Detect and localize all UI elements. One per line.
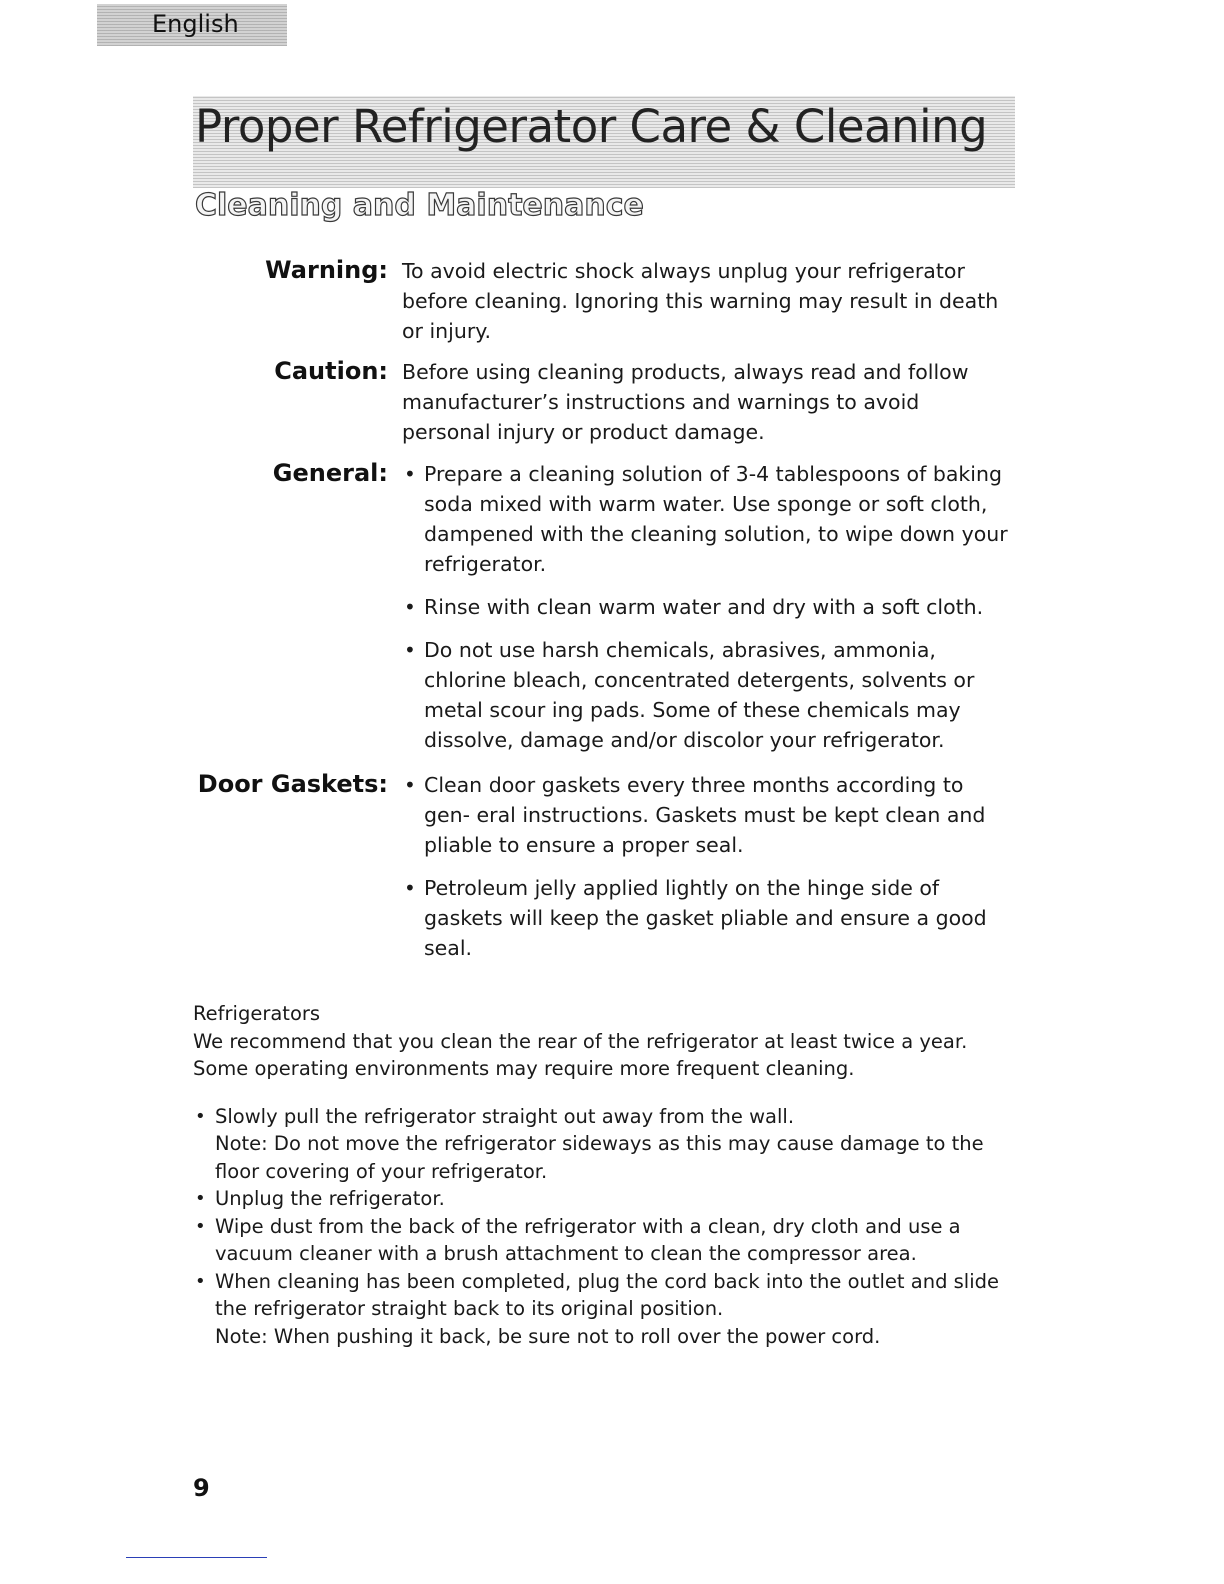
bullet-icon: • xyxy=(404,638,416,662)
refrigerators-intro-line-2: Some operating environments may require more frequent cleaning. xyxy=(193,1057,855,1080)
list-item xyxy=(402,635,1014,755)
warning-label: Warning: xyxy=(265,256,388,284)
step-text: Unplug the refrigerator. xyxy=(215,1187,445,1210)
list-item-text: Do not use harsh chemicals, abrasives, ammonia, chlorine bleach, concentrated detergents, solvents or metal scour ing pads. Some of these chemicals may dissolve, damage and/or discolor your refrigerator. xyxy=(424,638,975,752)
bullet-icon: • xyxy=(195,1215,206,1237)
language-tab xyxy=(97,4,287,46)
section-subtitle: Cleaning and Maintenance xyxy=(195,188,644,223)
list-item xyxy=(193,1185,1023,1213)
page-number: 9 xyxy=(193,1474,210,1502)
step-text: Slowly pull the refrigerator straight out away from the wall. xyxy=(215,1104,795,1128)
bullet-icon: • xyxy=(195,1188,206,1209)
refrigerators-intro-line-1: We recommend that you clean the rear of the refrigerator at least twice a year. xyxy=(193,1029,968,1053)
list-item xyxy=(402,770,1014,860)
bullet-icon: • xyxy=(404,595,416,619)
refrigerators-section xyxy=(193,1000,1023,1350)
general-bullet-list xyxy=(402,459,1014,768)
language-label: English xyxy=(152,10,239,38)
list-item xyxy=(193,1103,1023,1186)
bullet-icon: • xyxy=(404,876,416,900)
list-item xyxy=(193,1213,1023,1268)
page-title: Proper Refrigerator Care & Cleaning xyxy=(195,100,988,153)
warning-text: To avoid electric shock always unplug your refrigerator before cleaning. Ignoring this warning may result in death or injury. xyxy=(402,259,999,343)
door-gaskets-bullet-list xyxy=(402,770,1014,976)
door-gaskets-label: Door Gaskets: xyxy=(197,770,388,798)
footer-rule xyxy=(126,1557,267,1558)
step-text: Wipe dust from the back of the refrigerator with a clean, dry cloth and use a vacuum cleaner with a brush attachment to clean the compressor area. xyxy=(215,1214,961,1265)
list-item xyxy=(402,592,1014,622)
refrigerators-steps-list xyxy=(193,1103,1023,1351)
bullet-icon: • xyxy=(195,1270,206,1292)
list-item xyxy=(402,873,1014,963)
list-item xyxy=(193,1268,1023,1351)
refrigerators-heading: Refrigerators xyxy=(193,1002,321,1025)
list-item-text: Clean door gaskets every three months according to gen- eral instructions. Gaskets must be kept clean and pliable to ensure a proper seal. xyxy=(424,773,986,857)
list-item-text: Petroleum jelly applied lightly on the hinge side of gaskets will keep the gasket pliable and ensure a good seal. xyxy=(424,876,987,960)
step-note: Note: Do not move the refrigerator sideways as this may cause damage to the floor covering of your refrigerator. xyxy=(215,1132,984,1183)
caution-label: Caution: xyxy=(274,357,388,385)
caution-text: Before using cleaning products, always read and follow manufacturer’s instructions and warnings to avoid personal injury or product damage. xyxy=(402,360,969,444)
list-item-text: Prepare a cleaning solution of 3-4 tablespoons of baking soda mixed with warm water. Use sponge or soft cloth, dampened with the cleaning solution, to wipe down your refrigerator. xyxy=(424,462,1008,576)
bullet-icon: • xyxy=(404,773,416,797)
general-label: General: xyxy=(272,459,388,487)
list-item xyxy=(402,459,1014,579)
bullet-icon: • xyxy=(404,462,416,486)
list-item-text: Rinse with clean warm water and dry with a soft cloth. xyxy=(424,595,984,619)
step-note: Note: When pushing it back, be sure not to roll over the power cord. xyxy=(215,1324,881,1348)
step-text: When cleaning has been completed, plug the cord back into the outlet and slide the refrigerator straight back to its original position. xyxy=(215,1269,1000,1320)
bullet-icon: • xyxy=(195,1105,206,1127)
